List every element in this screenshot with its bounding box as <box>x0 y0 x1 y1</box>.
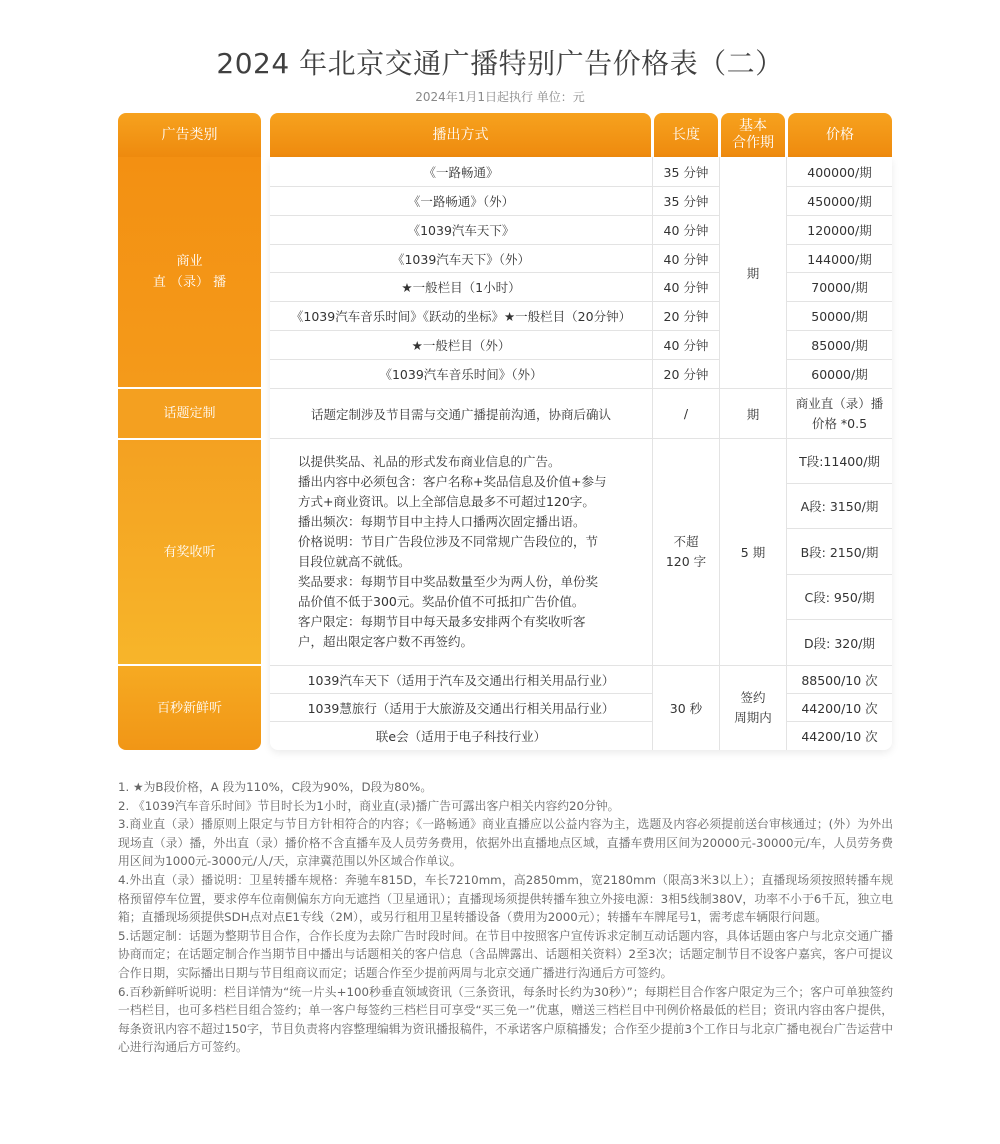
category-commercial <box>118 157 261 387</box>
table-row-price: 70000/期 <box>787 273 892 302</box>
prize-length-line1: 不超 <box>673 534 699 549</box>
table-row-price: 144000/期 <box>787 245 892 273</box>
table-row-price: 450000/期 <box>787 187 892 216</box>
header-period <box>721 113 785 157</box>
prize-description-line: 价格说明：节目广告段位涉及不同常规广告段位的，节 <box>298 534 599 549</box>
category-topic: 话题定制 <box>118 389 261 438</box>
prize-price: A段: 3150/期 <box>787 484 892 529</box>
table-row-price: 120000/期 <box>787 216 892 245</box>
hundred-method: 联e会（适用于电子科技行业） <box>375 729 547 744</box>
table-row-price: 400000/期 <box>787 158 892 187</box>
prize-description-line: 目段位就高不就低。 <box>298 554 411 569</box>
footnote: 5.话题定制：话题为整期节目合作，合作长度为去除广告时段时间。在节目中按照客户宣传诉求定制互动话题内容，具体话题由客户与北京交通广播协商而定；在话题定制合作当期节目中播出与话题相关的客户信息（含品牌露出、话题相关资料）2至3次；话题定制节目不设客户嘉宾，客户可提议合作日期，实际播出日期与节目组商议而定；话题合作至少提前两周与北京交通广播进行沟通后方可签约。 <box>118 928 893 980</box>
hundred-method: 1039慧旅行（适用于大旅游及交通出行相关用品行业） <box>270 694 652 722</box>
table-row-method: 《1039汽车音乐时间》（外） <box>270 360 652 389</box>
topic-price <box>787 389 892 439</box>
table-row-method: 《1039汽车天下》（外） <box>270 245 652 273</box>
table-row-length: 40 分钟 <box>653 216 719 245</box>
hundred-period <box>720 666 786 750</box>
table-row-length: 35 分钟 <box>653 158 719 187</box>
table-row-method: 《一路畅通》（外） <box>270 187 652 216</box>
topic-length: / <box>653 389 719 439</box>
hundred-price: 88500/10 次 <box>787 666 892 694</box>
prize-description-line: 方式+商业资讯。以上全部信息最多不可超过120字。 <box>298 494 595 509</box>
prize-price: C段: 950/期 <box>787 575 892 620</box>
hundred-price: 44200/10 次 <box>787 694 892 722</box>
prize-price: T段:11400/期 <box>787 439 892 484</box>
hundred-period-line1: 签约 <box>740 690 766 705</box>
table-row-method: 《一路畅通》 <box>270 158 652 187</box>
prize-description-line: 品价值不低于300元。奖品价值不可抵扣广告价值。 <box>298 594 585 609</box>
header-length: 长度 <box>654 113 718 157</box>
header-category: 广告类别 <box>118 113 261 157</box>
page-subtitle: 2024年1月1日起执行 单位：元 <box>415 90 585 104</box>
footnote: 2. 《1039汽车音乐时间》节目时长为1小时，商业直(录)播广告可露出客户相关内容约20分钟。 <box>118 798 620 813</box>
footnote: 1. ★为B段价格，A 段为110%，C段为90%，D段为80%。 <box>118 780 433 794</box>
topic-price-line2: 价格 *0.5 <box>811 415 868 431</box>
category-hundred: 百秒新鲜听 <box>118 666 261 750</box>
footnote: 4.外出直（录）播说明：卫星转播车规格：奔驰车815D，车长7210mm，高2850mm，宽2180mm（限高3米3以上）；直播现场须按照转播车规格预留停车位置，要求停车位南侧偏东方向无遮挡（卫星通讯）；直播现场须提供转播车独立外接电源：3相5线制380V，功率不小于6千瓦，独立电箱；直播现场须提供SDH点对点E1专线（2M），或另行租用卫星转播设备（费用为2000元）；转播车车牌尾号1，需考虑车辆限行问题。 <box>118 872 893 925</box>
table-row-length: 40 分钟 <box>653 273 719 302</box>
table-row-length: 20 分钟 <box>653 302 719 331</box>
topic-method: 话题定制涉及节目需与交通广播提前沟通，协商后确认 <box>270 389 652 439</box>
hundred-method: 1039汽车天下（适用于汽车及交通出行相关用品行业） <box>270 666 652 694</box>
table-row-method: ★一般栏目（1小时） <box>270 273 652 302</box>
category-prize: 有奖收听 <box>118 440 261 664</box>
prize-period: 5 期 <box>720 439 786 666</box>
table-row-length: 40 分钟 <box>653 245 719 273</box>
prize-description-line: 以提供奖品、礼品的形式发布商业信息的广告。 <box>298 454 561 469</box>
table-row-method: 《1039汽车天下》 <box>270 216 652 245</box>
table-row-price: 50000/期 <box>787 302 892 331</box>
footnote: 3.商业直（录）播原则上限定与节目方针相符合的内容；《一路畅通》商业直播应以公益内容为主，选题及内容必须提前送台审核通过；(外）为外出现场直（录）播，外出直（录）播价格不含直播车及人员劳务费用，依据外出直播地点区域，直播车费用区间为20000元-30000元/车，人员劳务费用区间为1000元-3000元/人/天，京津冀范围以外区域合作单议。 <box>118 817 893 869</box>
prize-description-line: 播出频次：每期节目中主持人口播两次固定播出语。 <box>298 514 586 529</box>
header-price: 价格 <box>788 113 892 157</box>
hundred-period-line2: 周期内 <box>734 710 772 725</box>
table-row-method: ★一般栏目（外） <box>270 331 652 360</box>
prize-length-line2: 120 字 <box>665 554 707 569</box>
prize-description-line: 户，超出限定客户数不再签约。 <box>298 634 474 649</box>
hundred-price: 44200/10 次 <box>801 729 878 744</box>
header-period-line1: 基本 <box>739 118 767 134</box>
prize-description-line: 播出内容中必须包含：客户名称+奖品信息及价值+参与 <box>298 474 607 489</box>
prize-price: B段: 2150/期 <box>787 529 892 575</box>
prize-length <box>653 439 719 666</box>
table-row-length: 20 分钟 <box>653 360 719 389</box>
footnotes <box>118 778 893 1057</box>
table-row-length: 40 分钟 <box>653 331 719 360</box>
footnote: 6.百秒新鲜听说明：栏目详情为“统一片头+100秒垂直领域资讯（三条资讯，每条时长约为30秒）”；每期栏目合作客户限定为三个；客户可单独签约一档栏目，也可多档栏目组合签约；单一客户每签约三档栏目可享受“买三免一”优惠，赠送三档栏目中刊例价格最低的栏目；资讯内容由客户提供，每条资讯内容不超过150字，节目负责将内容整理编辑为资讯播报稿件，不承诺客户原稿播发；合作至少提前3个工作日与北京广播电视台广告运营中心进行沟通后方可签约。 <box>118 984 893 1055</box>
table-row-length: 35 分钟 <box>653 187 719 216</box>
table-row-price: 60000/期 <box>787 360 892 389</box>
category-commercial-line2: 直 （录） 播 <box>152 275 227 290</box>
prize-description-line: 客户限定：每期节目中每天最多安排两个有奖收听客 <box>298 614 586 629</box>
page-title: 2024 年北京交通广播特别广告价格表（二） <box>216 47 784 80</box>
topic-period: 期 <box>720 389 786 439</box>
commercial-period: 期 <box>720 158 786 389</box>
table-row-price: 85000/期 <box>787 331 892 360</box>
header-method: 播出方式 <box>270 113 651 157</box>
table-row-method: 《1039汽车音乐时间》《跃动的坐标》★一般栏目（20分钟） <box>270 302 652 331</box>
category-commercial-line1: 商业 <box>176 254 203 269</box>
prize-description <box>298 452 628 652</box>
header-period-line2: 合作期 <box>732 135 774 151</box>
hundred-length: 30 秒 <box>669 701 703 716</box>
topic-price-line1: 商业直（录）播 <box>795 395 884 411</box>
prize-description-line: 奖品要求：每期节目中奖品数量至少为两人份，单份奖 <box>298 574 599 589</box>
prize-price: D段: 320/期 <box>787 620 892 666</box>
